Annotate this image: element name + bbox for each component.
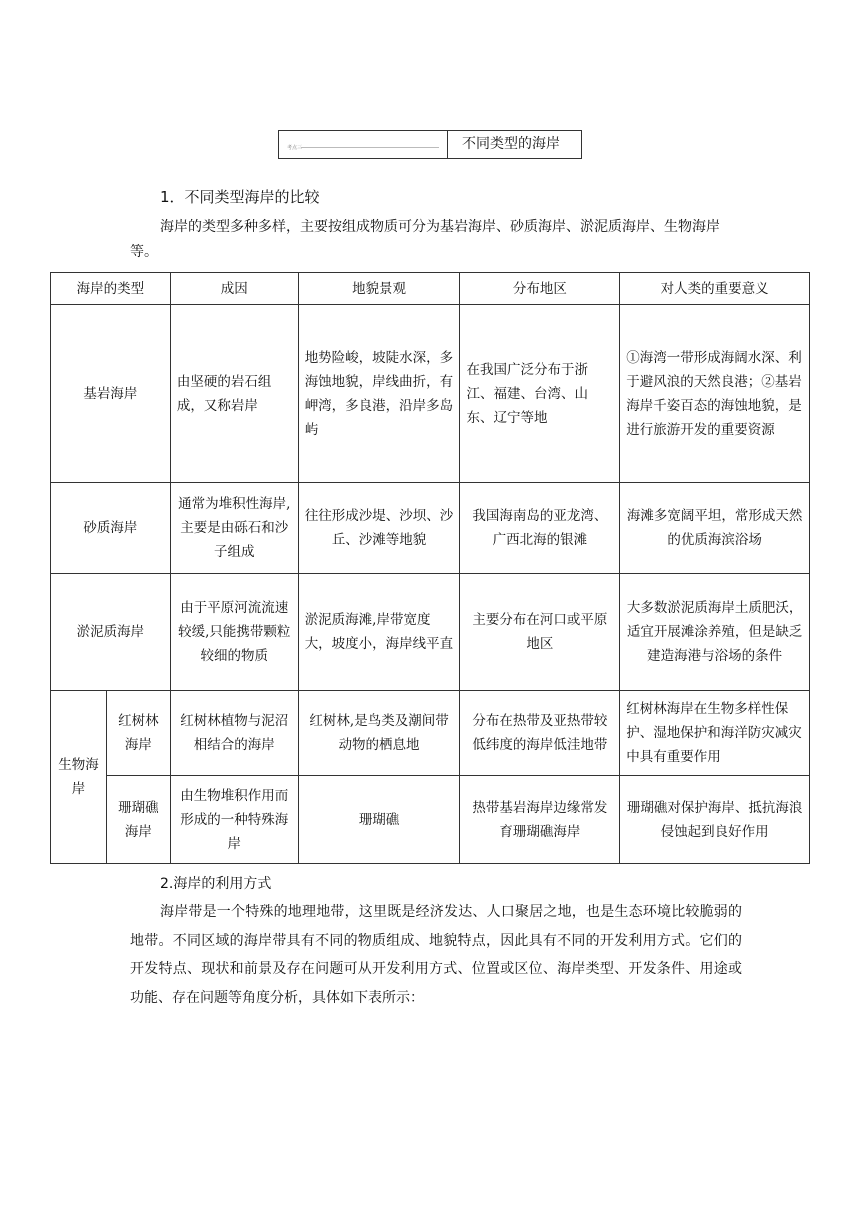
distribution-cell: 在我国广泛分布于浙江、福建、台湾、山东、辽宁等地 — [460, 305, 620, 483]
cause-cell: 红树林植物与泥沼相结合的海岸 — [170, 691, 298, 776]
distribution-cell: 我国海南岛的亚龙湾、广西北海的银滩 — [460, 483, 620, 574]
landform-cell: 珊瑚礁 — [298, 776, 460, 864]
significance-cell: 大多数淤泥质海岸土质肥沃，适宜开展滩涂养殖，但是缺乏建造海港与浴场的条件 — [620, 574, 810, 691]
coast-comparison-table — [50, 272, 810, 864]
cause-cell: 由坚硬的岩石组成，又称岩岸 — [170, 305, 298, 483]
significance-cell: 珊瑚礁对保护海岸、抵抗海浪侵蚀起到良好作用 — [620, 776, 810, 864]
bio-group-cell: 生物海岸 — [51, 691, 107, 864]
header-cell: 地貌景观 — [298, 273, 460, 305]
header-title: 不同类型的海岸 — [462, 136, 560, 152]
section2-body: 海岸带是一个特殊的地理地带，这里既是经济发达、人口聚居之地，也是生态环境比较脆弱的地带。不同区域的海岸带具有不同的物质组成、地貌特点，因此具有不同的开发利用方式。它们的开发特点、现状和前景及存在问题可从开发利用方式、位置或区位、海岸类型、开发条件、用途或功能、存在问题等角度分析，具体如下表所示： — [130, 904, 742, 1006]
table-row — [51, 691, 810, 776]
header-rule — [301, 147, 439, 148]
type-cell: 基岩海岸 — [51, 305, 171, 483]
type-cell: 砂质海岸 — [51, 483, 171, 574]
header-tag: 考点三 — [287, 145, 303, 151]
table-row — [51, 574, 810, 691]
cause-cell: 由生物堆积作用而形成的一种特殊海岸 — [170, 776, 298, 864]
distribution-cell: 分布在热带及亚热带较低纬度的海岸低洼地带 — [460, 691, 620, 776]
table-header-row — [51, 273, 810, 305]
header-cell: 成因 — [170, 273, 298, 305]
section-header-box — [278, 130, 582, 159]
table-row — [51, 776, 810, 864]
landform-cell: 红树林,是鸟类及潮间带动物的栖息地 — [298, 691, 460, 776]
type-cell: 淤泥质海岸 — [51, 574, 171, 691]
table-row — [51, 305, 810, 483]
header-cell: 对人类的重要意义 — [620, 273, 810, 305]
section1-intro: 海岸的类型多种多样，主要按组成物质可分为基岩海岸、砂质海岸、淤泥质海岸、生物海岸等。 — [130, 219, 720, 260]
landform-cell: 往往形成沙堤、沙坝、沙丘、沙滩等地貌 — [298, 483, 460, 574]
table-row — [51, 483, 810, 574]
distribution-cell: 主要分布在河口或平原地区 — [460, 574, 620, 691]
header-tag-cell — [279, 131, 448, 158]
significance-cell: 海滩多宽阔平坦，常形成天然的优质海滨浴场 — [620, 483, 810, 574]
cause-cell: 由于平原河流流速较缓,只能携带颗粒较细的物质 — [170, 574, 298, 691]
significance-cell: ①海湾一带形成海阔水深、利于避风浪的天然良港；②基岩海岸千姿百态的海蚀地貌，是进行旅游开发的重要资源 — [620, 305, 810, 483]
landform-cell: 淤泥质海滩,岸带宽度大，坡度小，海岸线平直 — [298, 574, 460, 691]
landform-cell: 地势险峻，坡陡水深，多海蚀地貌，岸线曲折，有岬湾，多良港，沿岸多岛屿 — [298, 305, 460, 483]
header-cell: 分布地区 — [460, 273, 620, 305]
type-cell: 珊瑚礁海岸 — [106, 776, 170, 864]
significance-cell: 红树林海岸在生物多样性保护、湿地保护和海洋防灾减灾中具有重要作用 — [620, 691, 810, 776]
cause-cell: 通常为堆积性海岸,主要是由砾石和沙子组成 — [170, 483, 298, 574]
section2-heading: 2.海岸的利用方式 — [160, 876, 272, 892]
header-cell: 海岸的类型 — [51, 273, 171, 305]
section1-heading: 1．不同类型海岸的比较 — [160, 188, 320, 206]
type-cell: 红树林海岸 — [106, 691, 170, 776]
distribution-cell: 热带基岩海岸边缘常发育珊瑚礁海岸 — [460, 776, 620, 864]
